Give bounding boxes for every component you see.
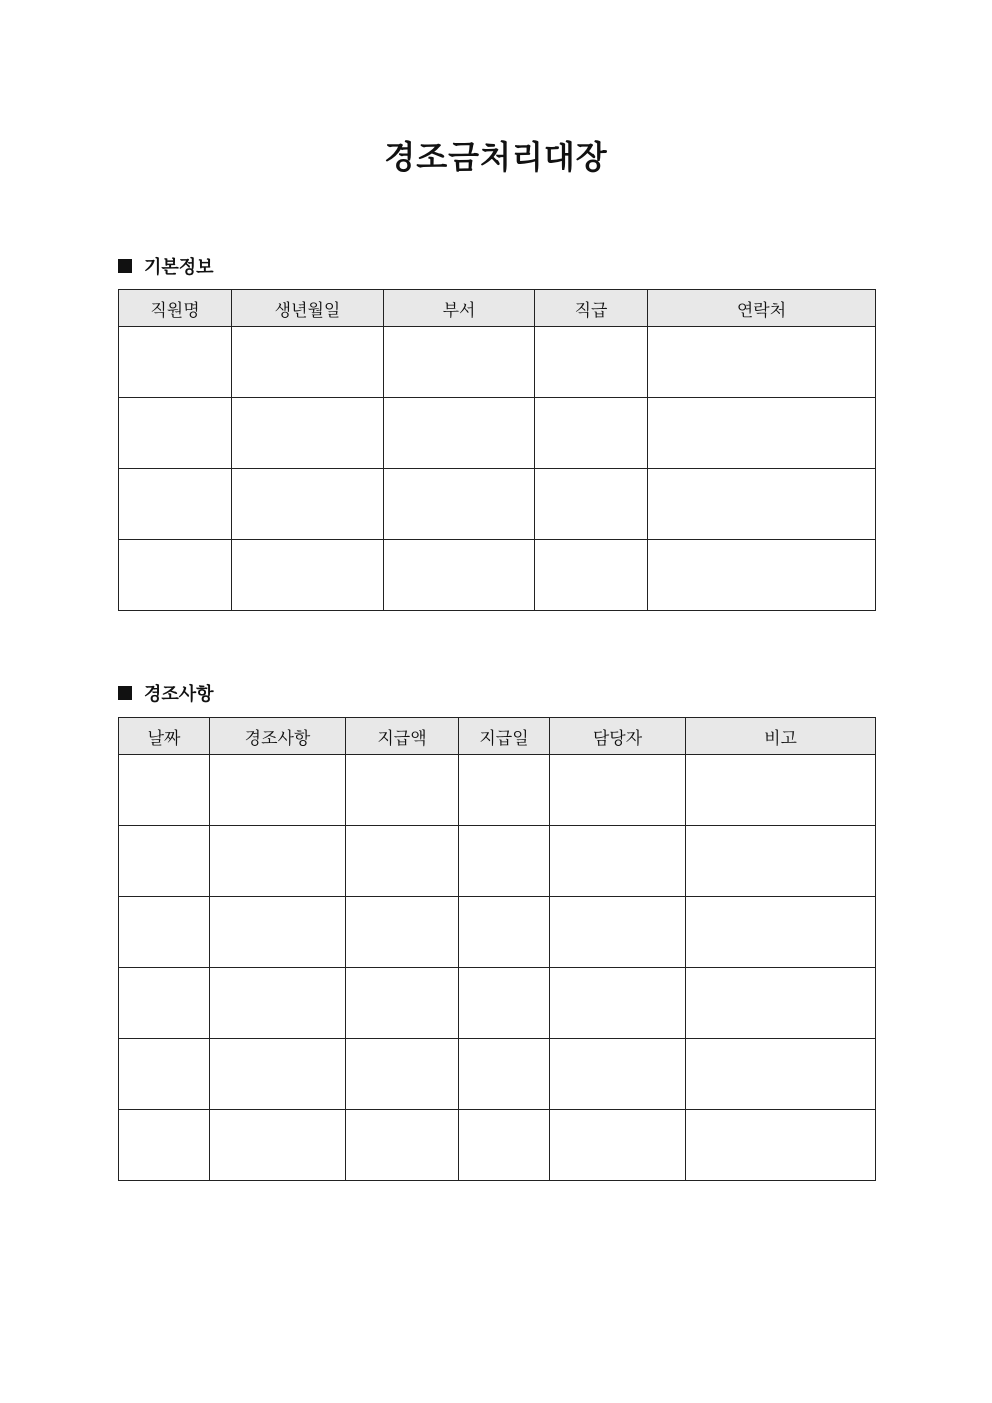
table-cell[interactable] bbox=[232, 398, 384, 469]
column-header-contact: 연락처 bbox=[648, 290, 876, 327]
table-cell[interactable] bbox=[535, 540, 648, 611]
table-cell[interactable] bbox=[459, 826, 550, 897]
table-cell[interactable] bbox=[459, 968, 550, 1039]
table-cell[interactable] bbox=[232, 327, 384, 398]
table-cell[interactable] bbox=[550, 1110, 686, 1181]
table-cell[interactable] bbox=[686, 968, 876, 1039]
table-row bbox=[119, 1110, 876, 1181]
table-cell[interactable] bbox=[346, 1110, 459, 1181]
table-cell[interactable] bbox=[550, 755, 686, 826]
table-row bbox=[119, 327, 876, 398]
table-cell[interactable] bbox=[346, 1039, 459, 1110]
column-header-manager: 담당자 bbox=[550, 718, 686, 755]
table-cell[interactable] bbox=[210, 1039, 346, 1110]
table-cell[interactable] bbox=[210, 897, 346, 968]
table-cell[interactable] bbox=[119, 897, 210, 968]
table-cell[interactable] bbox=[686, 755, 876, 826]
table-row bbox=[119, 897, 876, 968]
table-row bbox=[119, 469, 876, 540]
table-cell[interactable] bbox=[550, 1039, 686, 1110]
table-row bbox=[119, 826, 876, 897]
column-header-amount: 지급액 bbox=[346, 718, 459, 755]
section-heading-events bbox=[118, 680, 214, 706]
section-heading-basic-info bbox=[118, 253, 214, 279]
table-cell[interactable] bbox=[686, 897, 876, 968]
table-row bbox=[119, 968, 876, 1039]
table-cell[interactable] bbox=[686, 1110, 876, 1181]
table-row bbox=[119, 755, 876, 826]
table-header-row bbox=[119, 290, 876, 327]
table-cell[interactable] bbox=[119, 469, 232, 540]
square-bullet-icon bbox=[118, 686, 132, 700]
table-cell[interactable] bbox=[346, 968, 459, 1039]
column-header-employee-name: 직원명 bbox=[119, 290, 232, 327]
table-cell[interactable] bbox=[346, 826, 459, 897]
table-cell[interactable] bbox=[232, 540, 384, 611]
table-cell[interactable] bbox=[119, 1110, 210, 1181]
table-cell[interactable] bbox=[210, 755, 346, 826]
table-cell[interactable] bbox=[346, 897, 459, 968]
table-row bbox=[119, 1039, 876, 1110]
table-cell[interactable] bbox=[648, 469, 876, 540]
table-cell[interactable] bbox=[119, 540, 232, 611]
table-cell[interactable] bbox=[550, 826, 686, 897]
basic-info-table bbox=[118, 289, 876, 611]
table-cell[interactable] bbox=[232, 469, 384, 540]
table-cell[interactable] bbox=[210, 968, 346, 1039]
document-title: 경조금처리대장 bbox=[384, 138, 608, 176]
events-table bbox=[118, 717, 876, 1181]
section-heading-label: 경조사항 bbox=[144, 684, 214, 705]
table-cell[interactable] bbox=[384, 398, 535, 469]
table-row bbox=[119, 540, 876, 611]
section-heading-label: 기본정보 bbox=[144, 257, 214, 278]
table-cell[interactable] bbox=[119, 327, 232, 398]
table-cell[interactable] bbox=[119, 1039, 210, 1110]
table-cell[interactable] bbox=[648, 398, 876, 469]
column-header-date: 날짜 bbox=[119, 718, 210, 755]
table-cell[interactable] bbox=[384, 540, 535, 611]
table-cell[interactable] bbox=[459, 1110, 550, 1181]
table-cell[interactable] bbox=[686, 1039, 876, 1110]
column-header-department: 부서 bbox=[384, 290, 535, 327]
table-cell[interactable] bbox=[535, 469, 648, 540]
table-cell[interactable] bbox=[119, 398, 232, 469]
table-cell[interactable] bbox=[210, 1110, 346, 1181]
table-cell[interactable] bbox=[648, 327, 876, 398]
square-bullet-icon bbox=[118, 259, 132, 273]
table-cell[interactable] bbox=[119, 968, 210, 1039]
table-cell[interactable] bbox=[535, 398, 648, 469]
column-header-payment-date: 지급일 bbox=[459, 718, 550, 755]
table-cell[interactable] bbox=[119, 826, 210, 897]
table-cell[interactable] bbox=[535, 327, 648, 398]
table-cell[interactable] bbox=[119, 755, 210, 826]
table-cell[interactable] bbox=[346, 755, 459, 826]
column-header-position: 직급 bbox=[535, 290, 648, 327]
table-cell[interactable] bbox=[686, 826, 876, 897]
table-cell[interactable] bbox=[210, 826, 346, 897]
table-row bbox=[119, 398, 876, 469]
table-cell[interactable] bbox=[459, 755, 550, 826]
table-cell[interactable] bbox=[384, 327, 535, 398]
column-header-event: 경조사항 bbox=[210, 718, 346, 755]
table-cell[interactable] bbox=[384, 469, 535, 540]
table-cell[interactable] bbox=[459, 897, 550, 968]
column-header-birth-date: 생년월일 bbox=[232, 290, 384, 327]
column-header-remarks: 비고 bbox=[686, 718, 876, 755]
table-cell[interactable] bbox=[459, 1039, 550, 1110]
table-header-row bbox=[119, 718, 876, 755]
table-cell[interactable] bbox=[550, 897, 686, 968]
table-cell[interactable] bbox=[648, 540, 876, 611]
table-cell[interactable] bbox=[550, 968, 686, 1039]
